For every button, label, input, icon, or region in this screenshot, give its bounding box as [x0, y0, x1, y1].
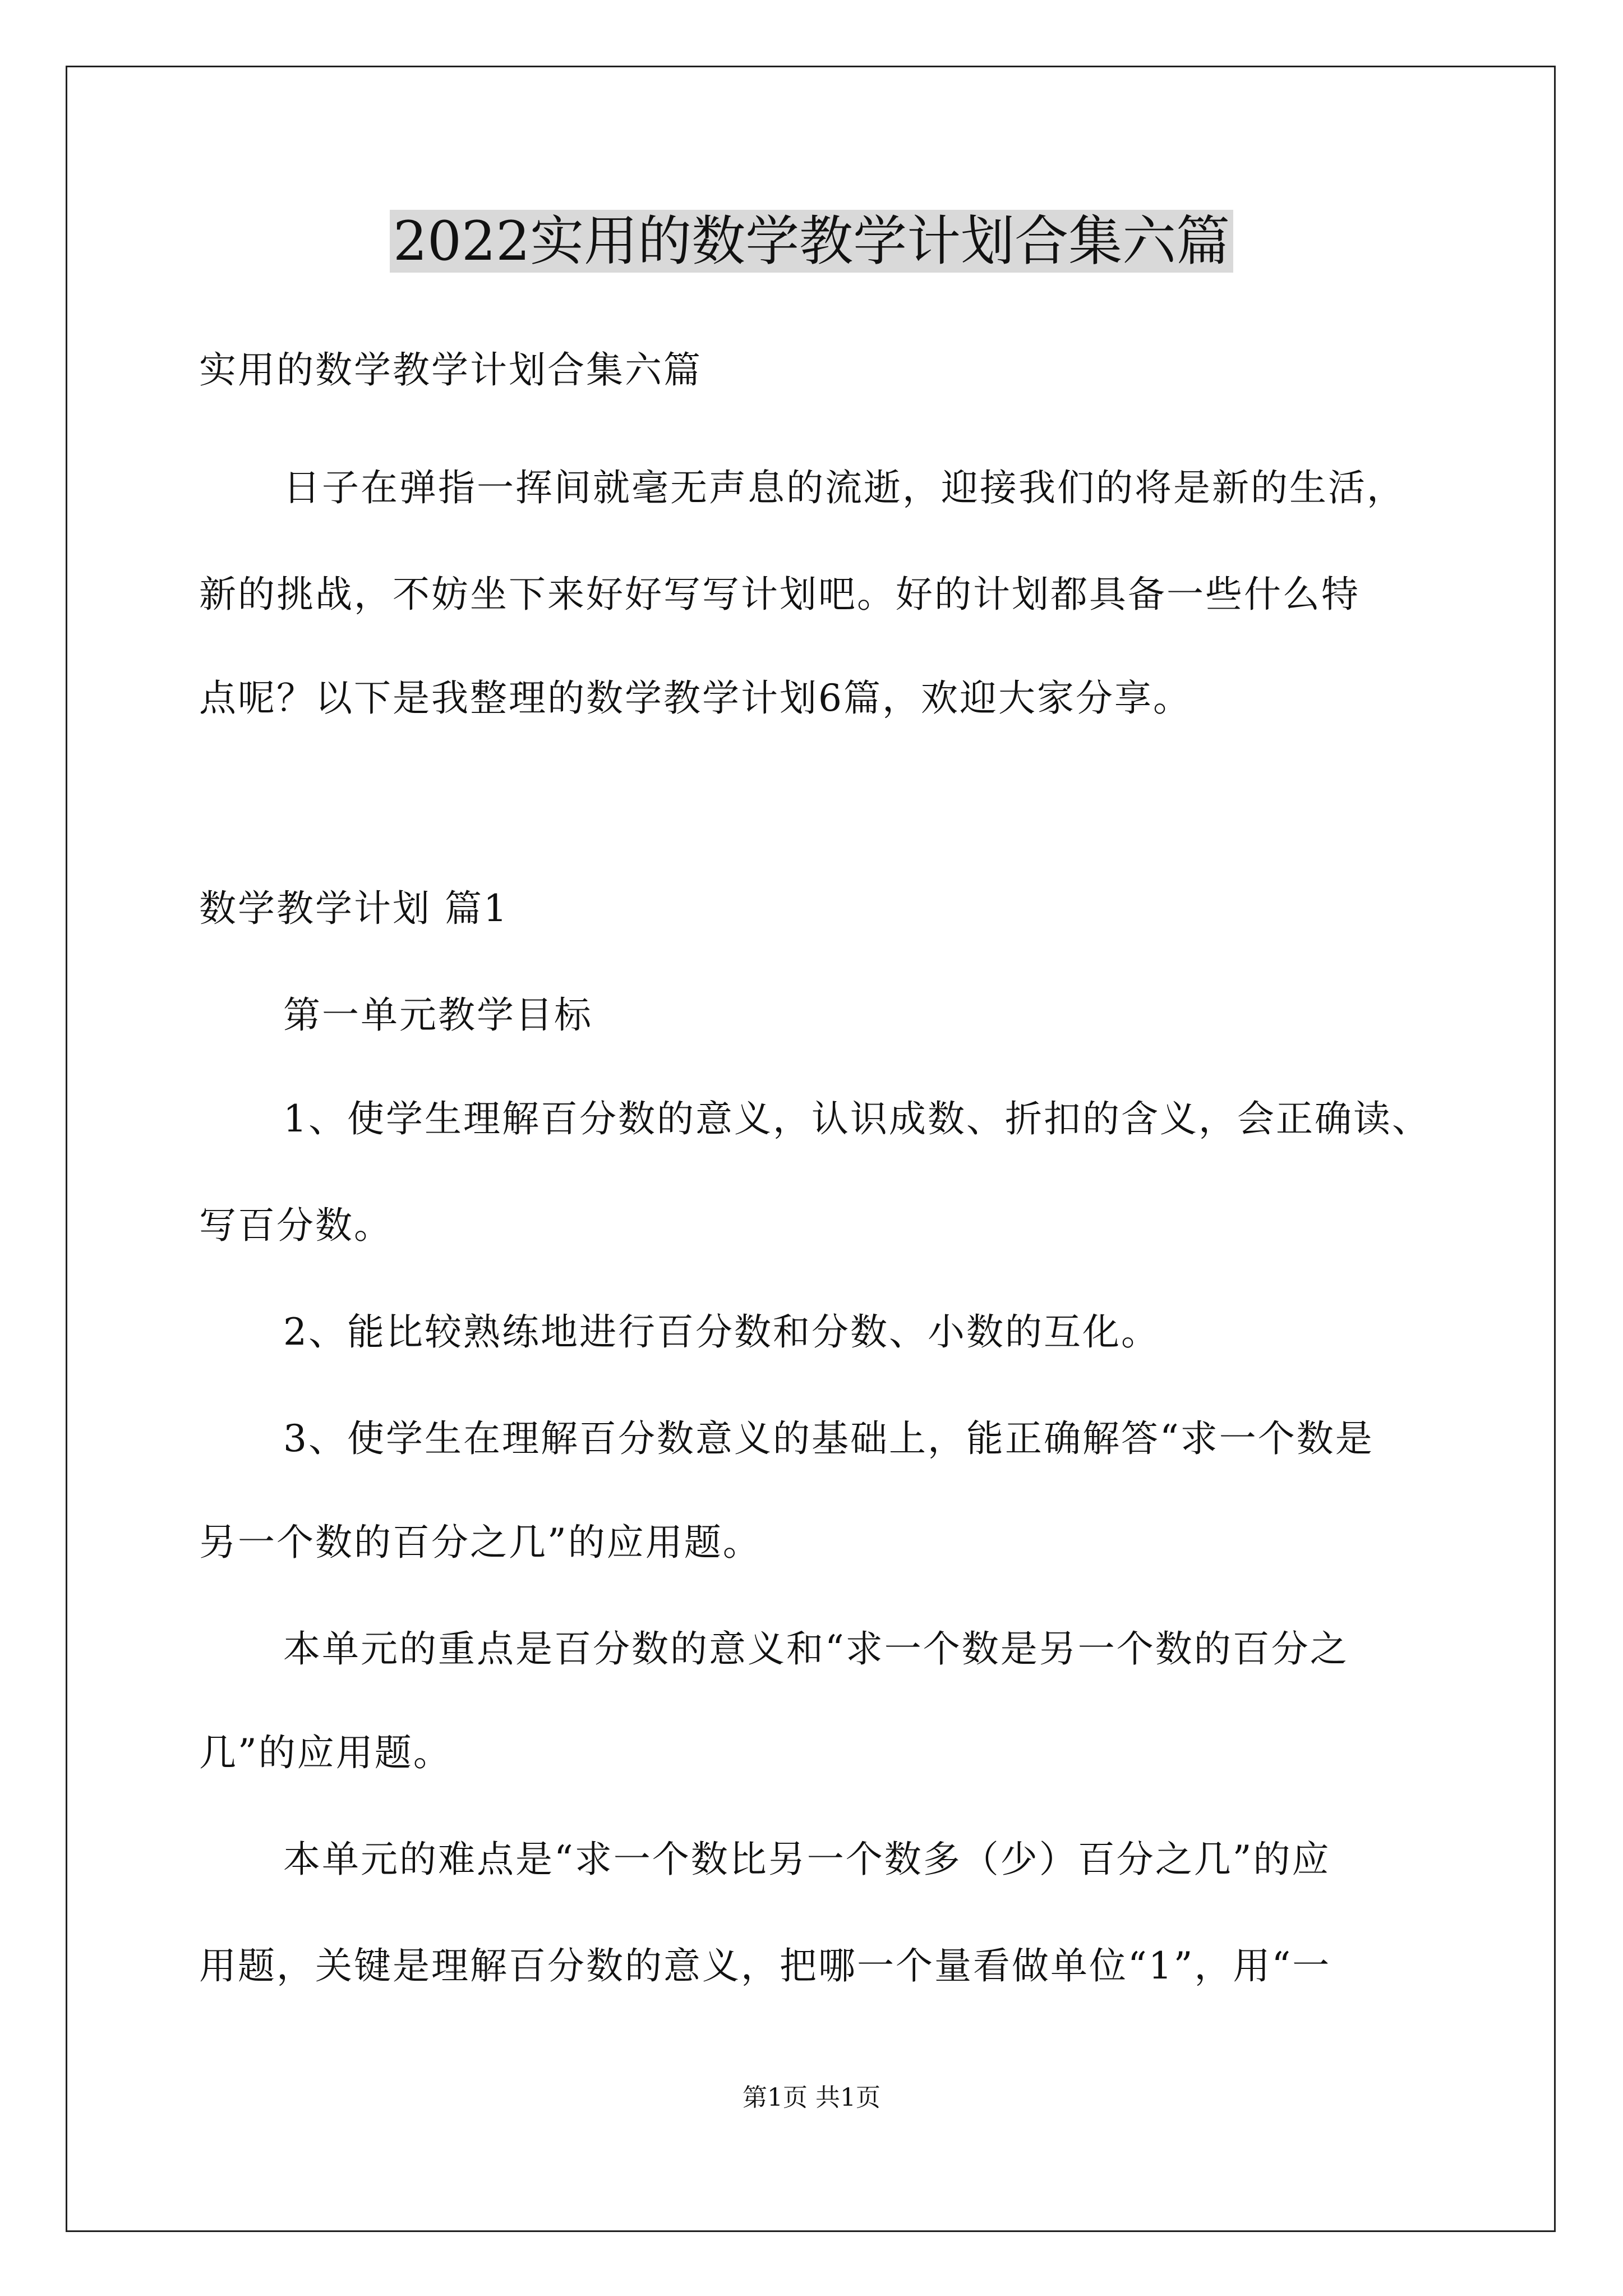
goal-3-line-2: 另一个数的百分之几”的应用题。 [199, 1521, 762, 1564]
goal-3-line-1: 3、使学生在理解百分数意义的基础上，能正确解答“求一个数是 [283, 1417, 1374, 1460]
goal-1-line-2: 写百分数。 [199, 1204, 393, 1247]
difficulty-line-1: 本单元的难点是“求一个数比另一个数多（少）百分之几”的应 [283, 1838, 1331, 1881]
goal-1-line-1: 1、使学生理解百分数的意义，认识成数、折扣的含义，会正确读、 [283, 1097, 1431, 1140]
intro-line-2: 新的挑战，不妨坐下来好好写写计划吧。好的计划都具备一些什么特 [199, 573, 1360, 616]
intro-line-1: 日子在弹指一挥间就毫无声息的流逝，迎接我们的将是新的生活， [283, 466, 1405, 509]
goal-2: 2、能比较熟练地进行百分数和分数、小数的互化。 [283, 1310, 1160, 1354]
document-subtitle: 实用的数学教学计划合集六篇 [199, 348, 702, 392]
key-point-line-1: 本单元的重点是百分数的意义和“求一个数是另一个数的百分之 [283, 1627, 1349, 1671]
section-heading: 数学教学计划 篇1 [199, 887, 509, 930]
unit-heading: 第一单元教学目标 [283, 993, 593, 1037]
key-point-line-2: 几”的应用题。 [199, 1731, 452, 1774]
difficulty-line-2: 用题，关键是理解百分数的意义，把哪一个量看做单位“1”，用“一 [199, 1944, 1331, 1987]
page-footer: 第1页 共1页 [743, 2083, 880, 2112]
document-title: 2022实用的数学教学计划合集六篇 [0, 202, 1623, 280]
intro-line-3: 点呢？以下是我整理的数学教学计划6篇，欢迎大家分享。 [199, 677, 1192, 720]
